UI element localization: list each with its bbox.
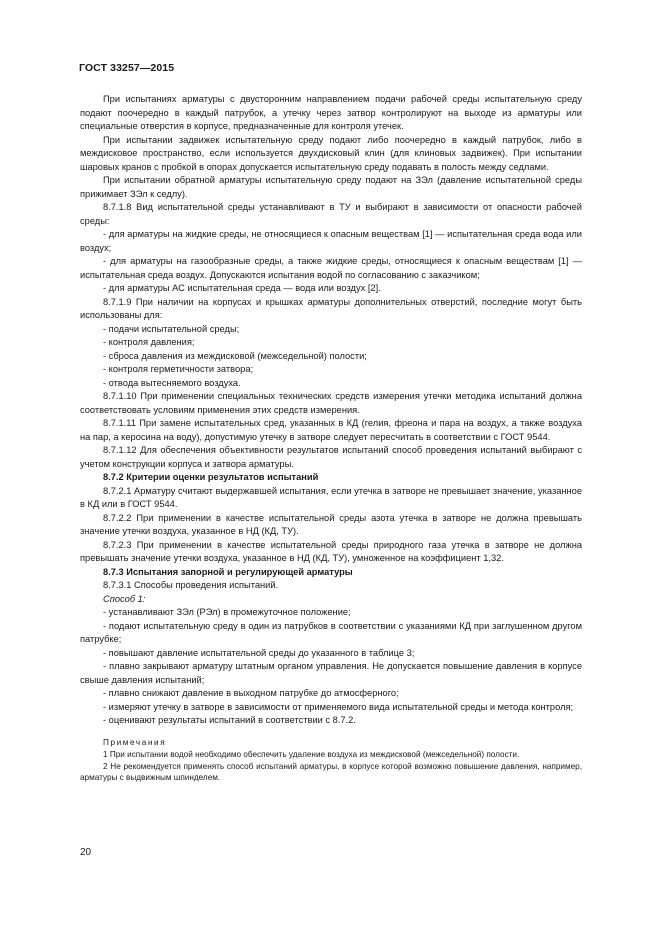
list-item: - для арматуры АС испытательная среда — вода или воздух [2]. (103, 283, 381, 293)
method-label: Способ 1: (103, 593, 146, 604)
list-item: - подают испытательную среду в один из патрубков в соответствии с указаниями КД при заглушенном другом патрубке; (80, 620, 582, 644)
list-item: - сброса давления из междисковой (межседельной) полости; (103, 350, 367, 361)
list-item: - для арматуры на газообразные среды, а также жидкие среды, относящиеся к опасным веществам [1] — испытательная среда воздух. Допускаются испытания водой по согласованию с заказчиком; (80, 256, 582, 280)
paragraph: 8.7.2.2 При применении в качестве испытательной среды азота утечка в затворе не должна превышать значение утечки воздуха, указанное в НД (КД, ТУ). (80, 512, 582, 536)
list-item: - плавно снижают давление в выходном патрубке до атмосферного; (103, 688, 399, 698)
list-item: - плавно закрывают арматуру штатным органом управления. Не допускается повышение давления в корпусе свыше давления испытаний; (80, 661, 582, 685)
page-number: 20 (80, 847, 92, 858)
list-item: - для арматуры на жидкие среды, не относящиеся к опасным веществам [1] — испытательная среда вода или воздух; (80, 229, 582, 253)
paragraph: 8.7.2.1 Арматуру считают выдержавшей испытания, если утечка в затворе не превышает значение, указанное в КД или в ГОСТ 9544. (80, 485, 582, 509)
notes-title: Примечания (103, 737, 167, 747)
list-item: - отвода вытесняемого воздуха. (103, 377, 241, 388)
list-item: - измеряют утечку в затворе в зависимости от применяемого вида испытательной среды и метода контроля; (103, 701, 574, 712)
paragraph: 8.7.1.11 При замене испытательных сред, указанных в КД (гелия, фреона и пара на воздух, а также воздуха на пар, а керосина на воду), допустимую утечку в затворе следует пересчитать в соответствии с ГОСТ 9544. (80, 418, 582, 442)
section-heading: 8.7.3 Испытания запорной и регулирующей арматуры (103, 566, 353, 577)
list-item: - контроля давления; (103, 337, 195, 347)
list-item: - подачи испытательной среды; (103, 323, 240, 334)
note-item: 1 При испытании водой необходимо обеспечить удаление воздуха из междисковой (межседельной) полости. (103, 750, 520, 759)
paragraph: 8.7.1.8 Вид испытательной среды устанавливают в ТУ и выбирают в зависимости от опасности рабочей среды: (80, 202, 582, 226)
paragraph: При испытании обратной арматуры испытательную среду подают на ЗЭл (давление испытательной среды прижимает ЗЭл к седлу). (80, 175, 582, 199)
paragraph: При испытаниях арматуры с двусторонним направлением подачи рабочей среды испытательную среду подают поочередно в каждый патрубок, а утечку через затвор контролируют на выходе из арматуры или специальные отверстия в корпусе, предназначенные для контроля утечек. (80, 94, 582, 131)
paragraph: 8.7.1.9 При наличии на корпусах и крышках арматуры дополнительных отверстий, последние могут быть использованы для: (80, 296, 582, 320)
paragraph: 8.7.1.10 При применении специальных технических средств измерения утечки методика испытаний должна соответствовать условиям применения этих средств измерения. (80, 391, 582, 415)
paragraph: 8.7.1.12 Для обеспечения объективности результатов испытаний способ проведения испытаний выбирают с учетом конструкции корпуса и затвора арматуры. (80, 445, 582, 469)
paragraph: 8.7.3.1 Способы проведения испытаний. (103, 580, 279, 590)
list-item: - оценивают результаты испытаний в соответствии с 8.7.2. (103, 715, 356, 725)
list-item: - контроля герметичности затвора; (103, 364, 254, 374)
section-heading: 8.7.2 Критерии оценки результатов испытаний (103, 472, 319, 482)
page-content (80, 93, 582, 784)
paragraph: При испытании задвижек испытательную среду подают либо поочередно в каждый патрубок, либо в междисковое пространство, если используется двухдисковый клин (для клиновых задвижек). При испытании шаровых кранов с пробкой в опорах допускается испытательную среду подавать в полость между седлами. (80, 134, 582, 172)
document-header: ГОСТ 33257—2015 (79, 62, 175, 74)
list-item: - устанавливают ЗЭл (РЭл) в промежуточное положение; (103, 607, 351, 617)
paragraph: 8.7.2.3 При применении в качестве испытательной среды природного газа утечка в затворе не должна превышать значение утечки воздуха, указанное в НД (КД, ТУ), умноженное на коэффициент 1,32. (80, 539, 582, 563)
note-item: 2 Не рекомендуется применять способ испытаний арматуры, в корпусе которой возможно повышение давления, например, арматуры с выдвижным шпинделем. (80, 761, 582, 782)
list-item: - повышают давление испытательной среды до указанного в таблице 3; (103, 647, 415, 658)
